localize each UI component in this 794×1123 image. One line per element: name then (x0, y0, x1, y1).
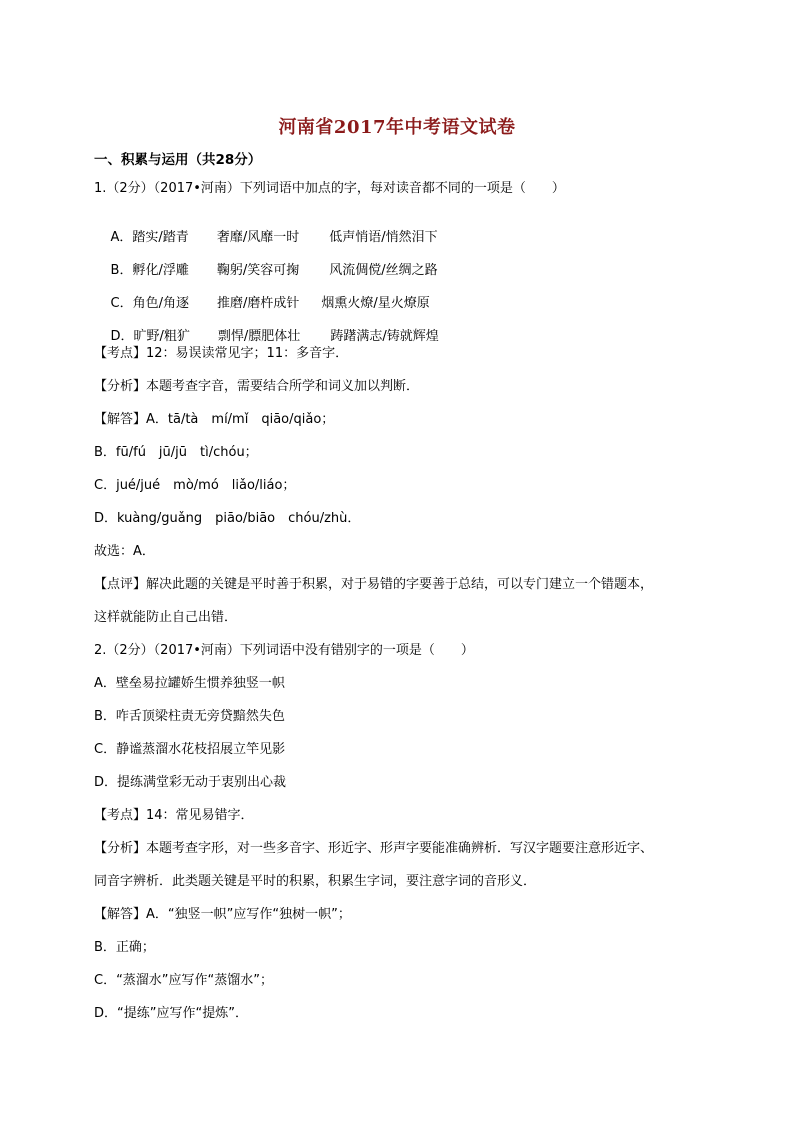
q2-stem: 2.（2分）（2017•河南）下列词语中没有错别字的一项是（ ） (94, 643, 474, 658)
q1-answer: 故选：A． (94, 544, 155, 559)
q2-fenxi-line1: 【分析】本题考查字形，对一些多音字、形近字、形声字要能准确辨析．写汉字题要注意形近字、 (94, 841, 654, 856)
q2-jieda-a: 【解答】A．“独竖一帜”应写作“独树一帜”； (94, 907, 351, 922)
q1-jieda-b: B．fū/fú jū/jū tì/chóu； (94, 445, 258, 460)
q1-option-b-part1: B．孵化/浮雕 (110, 263, 189, 278)
q2-option-a: A．壁垒易拉罐娇生惯养独竖一帜 (94, 676, 285, 691)
q1-option-d-part3: 踌躇满志/铸就辉煌 (330, 329, 439, 344)
q1-dianping-line1: 【点评】解决此题的关键是平时善于积累，对于易错的字要善于总结，可以专门建立一个错题本， (94, 577, 654, 592)
q1-kaodian: 【考点】12：易误读常见字；11：多音字． (94, 346, 349, 361)
q1-option-c-part2: 推磨/磨杵成针 (217, 296, 300, 311)
section-heading: 一、积累与运用（共28分） (94, 152, 262, 168)
q1-option-b-part3: 风流倜傥/丝绸之路 (329, 263, 438, 278)
q2-jieda-d: D．“提练”应写作“提炼”． (94, 1006, 248, 1021)
q2-jieda-c: C．“蒸溜水”应写作“蒸馏水”； (94, 973, 274, 988)
q1-option-a-part2: 奢靡/风靡一时 (216, 230, 300, 245)
q1-option-c-part3: 烟熏火燎/星火燎原 (321, 296, 430, 311)
q2-option-d: D．提练满堂彩无动于衷别出心裁 (94, 775, 287, 790)
q1-jieda-d: D．kuàng/guǎng piāo/biāo chóu/zhù． (94, 511, 361, 526)
q2-option-c: C．静谧蒸溜水花枝招展立竿见影 (94, 742, 286, 757)
q2-jieda-b: B．正确； (94, 940, 155, 955)
q1-jieda-c: C．jué/jué mò/mó liǎo/liáo； (94, 478, 296, 493)
q1-option-d-part1: D．旷野/粗犷 (110, 329, 190, 344)
q1-option-b-part2: 鞠躬/笑容可掬 (216, 263, 300, 278)
q1-option-c-part1: C．角色/角逐 (110, 296, 189, 311)
q1-option-a-part1: A．踏实/踏青 (110, 230, 189, 245)
q2-kaodian: 【考点】14：常见易错字． (94, 808, 254, 823)
document-title: 河南省2017年中考语文试卷 (278, 117, 516, 138)
q2-fenxi-line2: 同音字辨析．此类题关键是平时的积累，积累生字词，要注意字词的音形义． (94, 874, 537, 889)
q1-fenxi: 【分析】本题考查字音，需要结合所学和词义加以判断． (94, 379, 420, 394)
q2-option-b: B．咋舌顶梁柱责无旁贷黯然失色 (94, 709, 285, 724)
q1-jieda-a: 【解答】A．tā/tà mí/mǐ qiāo/qiǎo； (94, 412, 335, 427)
q1-dianping-line2: 这样就能防止自己出错． (94, 610, 238, 625)
q1-stem: 1.（2分）（2017•河南）下列词语中加点的字，每对读音都不同的一项是（ ） (94, 181, 565, 196)
q1-option-a-part3: 低声悄语/悄然泪下 (329, 230, 438, 245)
q1-option-d-part2: 剽悍/膘肥体壮 (217, 329, 301, 344)
